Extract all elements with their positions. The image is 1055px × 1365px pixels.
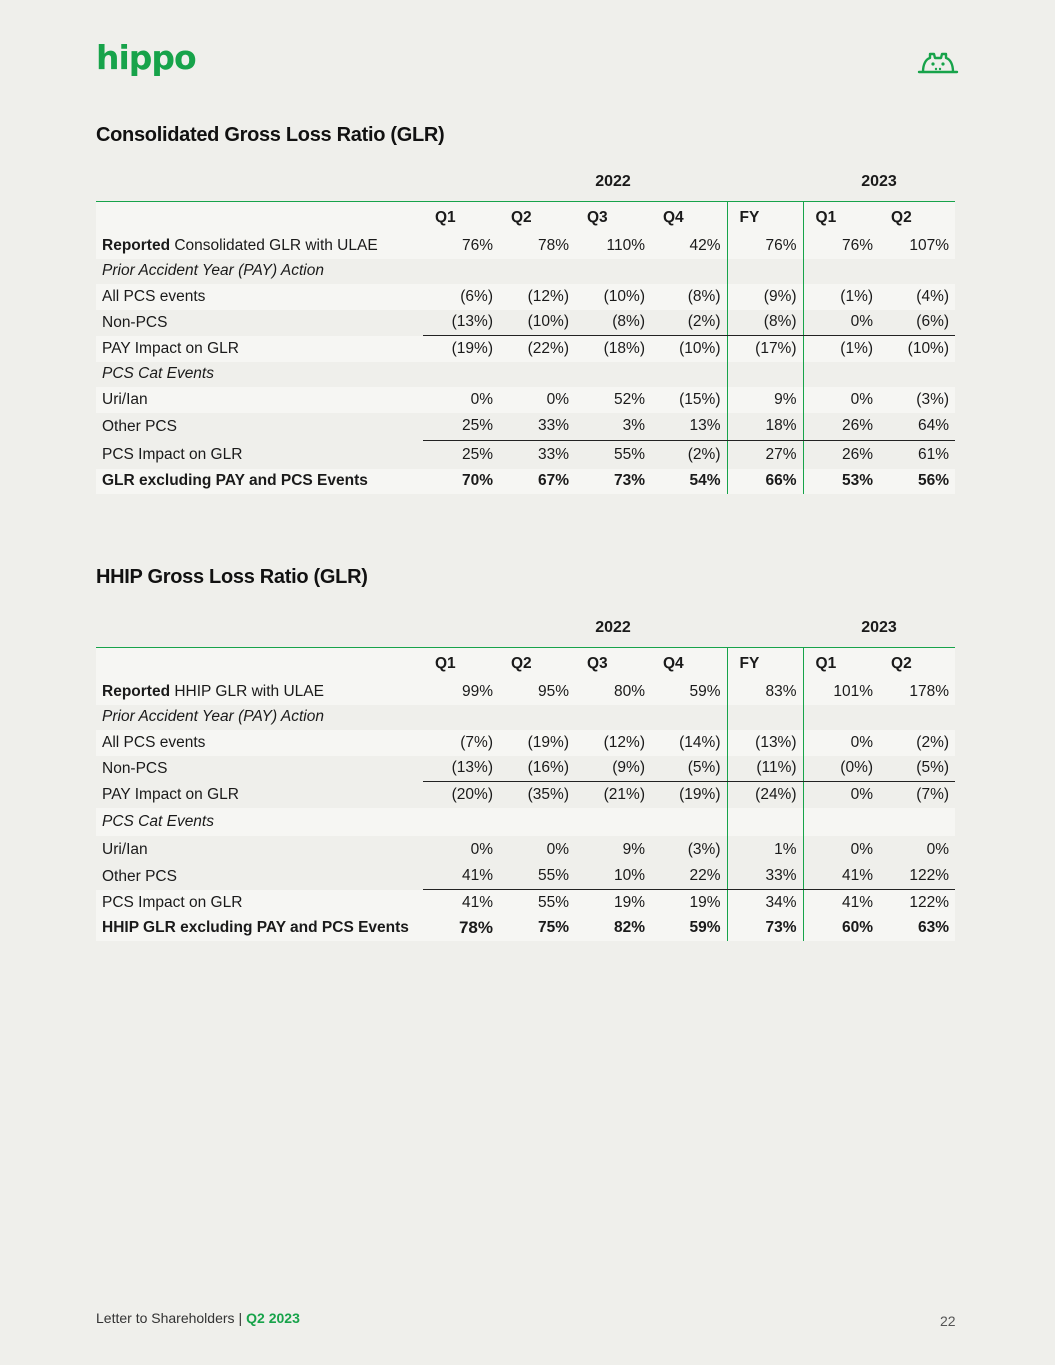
cell: 19% [575, 890, 651, 916]
cell: 13% [651, 413, 727, 441]
cell: (13%) [423, 756, 499, 782]
col-q1-2023: Q1 [803, 202, 879, 234]
row-label: Consolidated GLR with ULAE [170, 236, 378, 254]
footer [96, 1310, 300, 1326]
cell: (19%) [499, 730, 575, 756]
page-number: 22 [940, 1313, 956, 1329]
hippo-logo: hippo [96, 38, 196, 77]
cell: (6%) [423, 284, 499, 310]
row-label: All PCS events [96, 730, 423, 756]
cell: (2%) [687, 445, 721, 463]
cell: 0% [803, 387, 879, 413]
cell: 70% [423, 469, 499, 495]
cell: 99% [423, 679, 499, 705]
cell: 122% [879, 864, 955, 890]
row-label: GLR excluding PAY and PCS Events [96, 469, 423, 495]
col-q1-2023: Q1 [803, 648, 879, 680]
table-row [96, 233, 955, 259]
table-row [96, 705, 955, 731]
table-row [96, 730, 955, 756]
cell: 0% [470, 840, 493, 858]
row-label: HHIP GLR with ULAE [170, 682, 324, 700]
cell: 33% [499, 413, 575, 441]
year-2023-header: 2023 [861, 173, 897, 190]
consolidated-glr-table [96, 163, 955, 494]
cell: 41% [803, 864, 879, 890]
cell: 76% [727, 233, 803, 259]
cell: 53% [803, 469, 879, 495]
table-row [96, 441, 955, 469]
table-row [96, 259, 955, 285]
cell: 0% [803, 730, 879, 756]
consolidated-title: Consolidated Gross Loss Ratio (GLR) [96, 124, 445, 146]
cell: 1% [727, 836, 803, 864]
footer-title: Letter to Shareholders [96, 1310, 235, 1326]
cell: 122% [879, 890, 955, 916]
cell: 10% [575, 864, 651, 890]
cell: 78% [499, 233, 575, 259]
cell: 61% [917, 445, 950, 463]
table-row [96, 864, 955, 890]
col-q2-2023: Q2 [879, 648, 955, 680]
table-row [96, 836, 955, 864]
cell: 59% [651, 916, 727, 942]
cell: 67% [499, 469, 575, 495]
col-q2-2023: Q2 [879, 202, 955, 234]
cell: (9%) [727, 284, 803, 310]
row-label: Non-PCS [102, 313, 168, 331]
cell: 73% [727, 916, 803, 942]
cell: 59% [651, 679, 727, 705]
cell: (8%) [575, 310, 651, 336]
cell: (3%) [687, 840, 721, 858]
col-q4-2022: Q4 [651, 202, 727, 234]
cell: (19%) [423, 336, 499, 362]
cell: 0% [850, 785, 874, 803]
cell: 76% [803, 233, 879, 259]
cell: (14%) [651, 730, 727, 756]
cell: (11%) [727, 756, 803, 782]
cell: 78% [423, 916, 499, 942]
cell: 55% [613, 445, 645, 463]
row-label: Other PCS [102, 867, 177, 885]
cell: 52% [575, 387, 651, 413]
table-row [96, 362, 955, 388]
cell: 56% [879, 469, 955, 495]
cell: 0% [803, 310, 879, 336]
table-row [96, 336, 955, 362]
cell: 9% [727, 387, 803, 413]
cell: 80% [575, 679, 651, 705]
col-fy-2022: FY [727, 202, 803, 234]
cell: 107% [879, 233, 955, 259]
row-label-bold: Reported [102, 236, 171, 254]
cell: 33% [537, 445, 569, 463]
col-q1-2022: Q1 [423, 648, 499, 680]
row-label: PCS Cat Events [102, 365, 214, 383]
table-row [96, 808, 955, 836]
cell: 34% [727, 890, 803, 916]
cell: 41% [803, 890, 879, 916]
cell: 41% [423, 864, 499, 890]
cell: 3% [575, 413, 651, 441]
cell: 0% [499, 387, 575, 413]
table-row [96, 387, 955, 413]
cell: (2%) [879, 730, 955, 756]
col-q3-2022: Q3 [575, 202, 651, 234]
table-row [96, 890, 955, 916]
cell: 55% [499, 890, 575, 916]
cell: 42% [651, 233, 727, 259]
cell: 73% [575, 469, 651, 495]
cell: (8%) [727, 310, 803, 336]
cell: (10%) [575, 284, 651, 310]
cell: 33% [727, 864, 803, 890]
cell: (4%) [879, 284, 955, 310]
cell: (7%) [916, 785, 950, 803]
cell: 27% [727, 441, 803, 469]
cell: 60% [803, 916, 879, 942]
cell: 0% [546, 840, 569, 858]
cell: (13%) [423, 310, 499, 336]
cell: (3%) [879, 387, 955, 413]
cell: 22% [651, 864, 727, 890]
cell: 95% [499, 679, 575, 705]
row-label: PCS Cat Events [96, 808, 423, 836]
cell: 82% [575, 916, 651, 942]
cell: 66% [727, 469, 803, 495]
cell: 26% [803, 413, 879, 441]
cell: 55% [499, 864, 575, 890]
cell: (10%) [879, 336, 955, 362]
row-label: Non-PCS [102, 759, 168, 777]
col-q3-2022: Q3 [575, 648, 651, 680]
cell: (35%) [527, 785, 569, 803]
col-q1-2022: Q1 [423, 202, 499, 234]
table-row [96, 782, 955, 808]
row-label: All PCS events [96, 284, 423, 310]
cell: 178% [879, 679, 955, 705]
cell: (17%) [727, 336, 803, 362]
cell: 75% [499, 916, 575, 942]
year-2022-header: 2022 [595, 619, 631, 636]
cell: 54% [651, 469, 727, 495]
cell: (1%) [803, 336, 879, 362]
cell: (5%) [879, 756, 955, 782]
year-2023-header: 2023 [861, 619, 897, 636]
cell: 0% [926, 840, 950, 858]
cell: (10%) [499, 310, 575, 336]
col-q2-2022: Q2 [499, 202, 575, 234]
col-q2-2022: Q2 [499, 648, 575, 680]
cell: (10%) [651, 336, 727, 362]
col-q4-2022: Q4 [651, 648, 727, 680]
cell: 63% [879, 916, 955, 942]
year-2022-header: 2022 [595, 173, 631, 190]
table-row [96, 756, 955, 782]
cell: 0% [423, 387, 499, 413]
cell: 64% [879, 413, 955, 441]
table-row [96, 916, 955, 942]
cell: 19% [651, 890, 727, 916]
cell: 76% [423, 233, 499, 259]
cell: 0% [850, 840, 874, 858]
cell: (2%) [651, 310, 727, 336]
footer-separator: | [238, 1310, 243, 1326]
row-label: PCS Impact on GLR [102, 445, 243, 463]
cell: (15%) [651, 387, 727, 413]
cell: 25% [423, 413, 499, 441]
cell: (18%) [575, 336, 651, 362]
cell: (24%) [727, 782, 803, 808]
table-row [96, 310, 955, 336]
table-row [96, 679, 955, 705]
cell: (21%) [603, 785, 645, 803]
table-row [96, 284, 955, 310]
table-row [96, 413, 955, 441]
cell: (6%) [879, 310, 955, 336]
hhip-title: HHIP Gross Loss Ratio (GLR) [96, 566, 368, 588]
footer-period: Q2 2023 [246, 1310, 300, 1326]
cell: 83% [727, 679, 803, 705]
cell: (19%) [679, 785, 721, 803]
row-label: Uri/Ian [102, 840, 148, 858]
cell: (5%) [651, 756, 727, 782]
cell: (9%) [575, 756, 651, 782]
row-label: Prior Accident Year (PAY) Action [102, 708, 324, 726]
cell: 9% [622, 840, 645, 858]
row-label: PAY Impact on GLR [96, 336, 423, 362]
cell: (22%) [499, 336, 575, 362]
cell: (16%) [499, 756, 575, 782]
row-label: HHIP GLR excluding PAY and PCS Events [96, 916, 423, 942]
row-label: Uri/Ian [96, 387, 423, 413]
row-label: PCS Impact on GLR [96, 890, 423, 916]
row-label-bold: Reported [102, 682, 171, 700]
hippo-mascot-icon [916, 50, 960, 74]
cell: 18% [727, 413, 803, 441]
cell: 25% [461, 445, 493, 463]
cell: (13%) [727, 730, 803, 756]
row-label: Other PCS [102, 417, 177, 435]
cell: (12%) [575, 730, 651, 756]
row-label: PAY Impact on GLR [102, 785, 239, 803]
cell: (0%) [803, 756, 879, 782]
cell: (7%) [423, 730, 499, 756]
cell: 41% [423, 890, 499, 916]
hhip-glr-table [96, 609, 955, 941]
col-fy-2022: FY [727, 648, 803, 680]
row-label: Prior Accident Year (PAY) Action [102, 262, 324, 280]
cell: 110% [575, 233, 651, 259]
cell: 26% [841, 445, 874, 463]
cell: (12%) [499, 284, 575, 310]
cell: (8%) [651, 284, 727, 310]
cell: (1%) [803, 284, 879, 310]
cell: (20%) [451, 785, 493, 803]
cell: 101% [803, 679, 879, 705]
table-row [96, 469, 955, 495]
